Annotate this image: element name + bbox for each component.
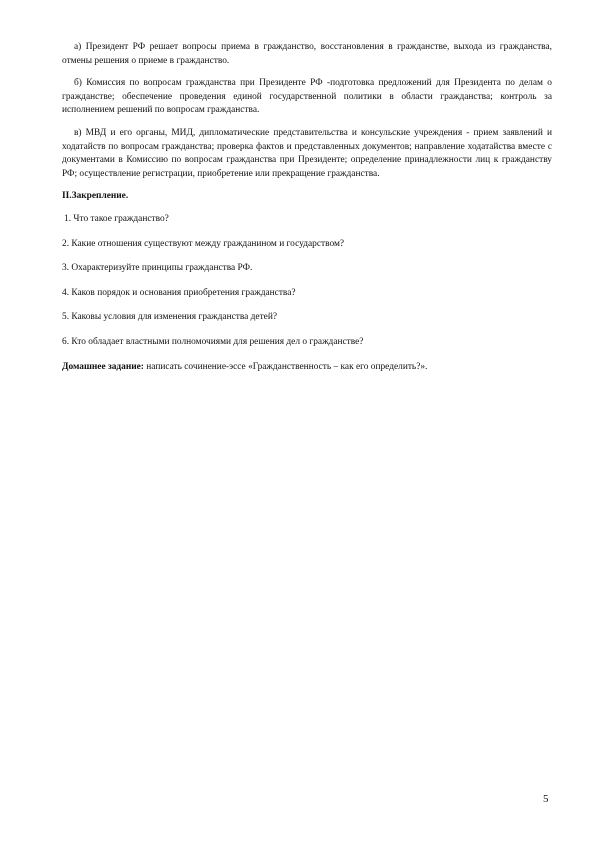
homework-text: написать сочинение-эссе «Гражданственность – как его определить?». [143, 361, 428, 372]
homework-label: Домашнее задание: [62, 361, 144, 372]
question-item [62, 238, 552, 252]
question-item [62, 287, 552, 301]
paragraph-a-text: а) Президент РФ решает вопросы приема в гражданство, восстановления в гражданстве, выхода из гражданства, отмены решения о приеме в гражданство. [62, 42, 552, 66]
paragraph-c-text: в) МВД и его органы, МИД, дипломатические представительства и консульские учреждения - прием заявлений и ходатайств по вопросам гражданства; проверка фактов и представленных документов; направление ходатайства вместе с документами в Комиссию по вопросам гражданства при Президенте; определение принадлежности лиц к гражданству РФ; осуществление регистрации, приобретение или прекращение гражданства. [62, 127, 552, 179]
question-text: 2. Какие отношения существуют между гражданином и государством? [62, 238, 345, 249]
page-content [62, 41, 552, 374]
question-text: 4. Каков порядок и основания приобретения гражданства? [62, 287, 296, 298]
paragraph-a [62, 41, 552, 68]
question-item [62, 311, 552, 325]
question-text: 3. Охарактеризуйте принципы гражданства РФ. [62, 263, 253, 274]
section-title [62, 190, 552, 204]
question-item [62, 213, 552, 227]
question-item [62, 262, 552, 276]
page-number: 5 [543, 793, 549, 805]
question-text: 5. Каковы условия для изменения гражданства детей? [62, 312, 278, 323]
section-title-text: II.Закрепление. [62, 191, 129, 202]
question-item [62, 336, 552, 350]
question-text: 6. Кто обладает властными полномочиями для решения дел о гражданстве? [62, 336, 364, 347]
question-text: 1. Что такое гражданство? [64, 213, 169, 224]
paragraph-b [62, 77, 552, 118]
homework-line [62, 361, 552, 375]
paragraph-b-text: б) Комиссия по вопросам гражданства при Президенте РФ -подготовка предложений для Президента по делам о гражданстве; обеспечение проведения единой государственной политики в области гражданства; контроль за исполнением решений по вопросам гражданства. [62, 78, 552, 116]
paragraph-c [62, 127, 552, 181]
